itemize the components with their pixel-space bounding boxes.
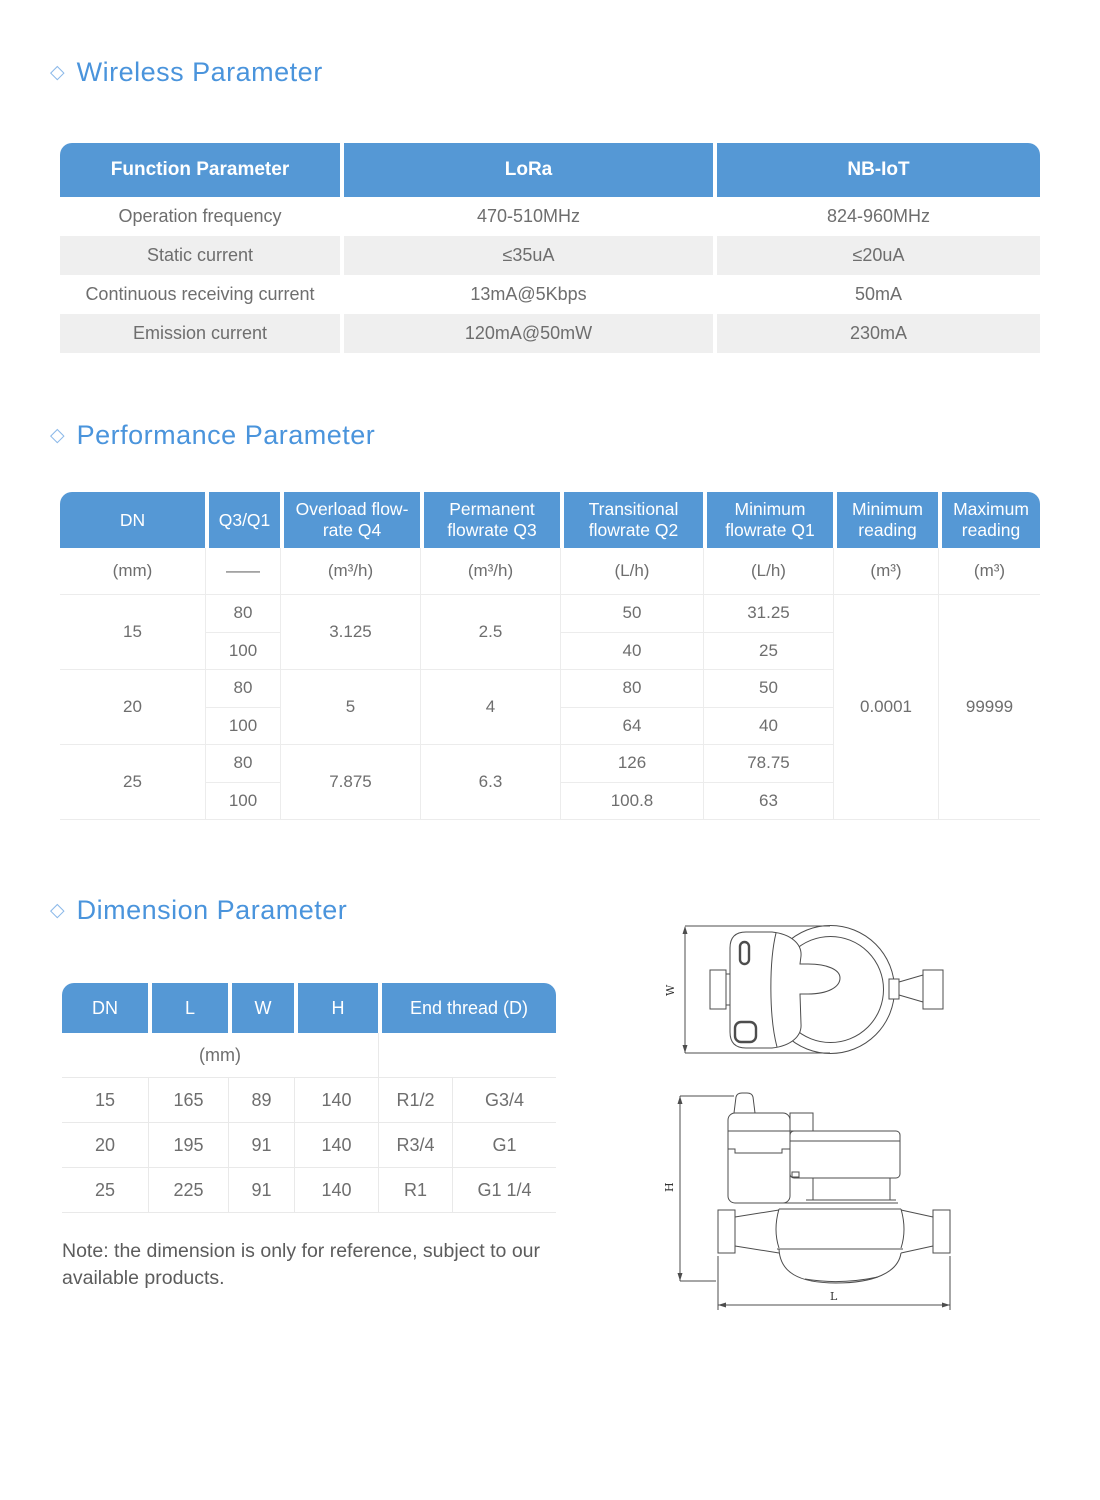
cell: 15 xyxy=(62,1078,148,1123)
cell: 230mA xyxy=(713,314,1040,353)
cell-q2: 50 xyxy=(560,595,703,633)
column-header: DN xyxy=(62,983,148,1033)
unit-cell: (m³) xyxy=(833,548,938,595)
table-row xyxy=(62,1168,556,1213)
column-header: H xyxy=(294,983,378,1033)
cell: Continuous receiving current xyxy=(85,284,315,304)
table-row xyxy=(60,197,1040,236)
section-title-text: Performance Parameter xyxy=(76,420,376,450)
cell: 824-960MHz xyxy=(713,197,1040,236)
column-header: NB-IoT xyxy=(713,143,1040,197)
unit-cell-empty xyxy=(378,1033,556,1078)
cell: 50mA xyxy=(713,275,1040,314)
unit-cell: (m³/h) xyxy=(420,548,560,595)
cell: 25 xyxy=(62,1168,148,1213)
cell-q1: 63 xyxy=(703,783,833,821)
cell: 120mA@50mW xyxy=(340,314,713,353)
dim-label-w: W xyxy=(664,984,677,996)
dimension-parameter-table xyxy=(62,983,556,1213)
cell-dn: 25 xyxy=(60,745,205,820)
column-header: DN xyxy=(60,492,205,548)
wireless-parameter-table xyxy=(60,143,1040,353)
cell: Emission current xyxy=(60,314,340,353)
cell-q2: 100.8 xyxy=(560,783,703,821)
cell: 13mA@5Kbps xyxy=(340,275,713,314)
cell: ≤35uA xyxy=(340,236,713,275)
cell-q3: 2.5 xyxy=(420,595,560,670)
cell: R3/4 xyxy=(378,1123,452,1168)
cell-q1: 40 xyxy=(703,708,833,746)
cell-ratio: 100 xyxy=(205,633,280,671)
unit-cell: (mm) xyxy=(62,1033,378,1078)
cell-ratio: 100 xyxy=(205,708,280,746)
column-header: LoRa xyxy=(340,143,713,197)
cell: G1 xyxy=(452,1123,556,1168)
cell-q1: 25 xyxy=(703,633,833,671)
table-row xyxy=(60,314,1040,353)
cell-ratio: 80 xyxy=(205,595,280,633)
cell: G3/4 xyxy=(452,1078,556,1123)
cell: Static current xyxy=(60,236,340,275)
diamond-bullet-icon: ◇ xyxy=(50,425,65,446)
cell-ratio: 100 xyxy=(205,783,280,821)
table-row xyxy=(60,236,1040,275)
cell-dn: 15 xyxy=(60,595,205,670)
cell: R1/2 xyxy=(378,1078,452,1123)
cell-q4: 7.875 xyxy=(280,745,420,820)
cell: 91 xyxy=(228,1168,294,1213)
cell-q1: 50 xyxy=(703,670,833,708)
cell: 140 xyxy=(294,1123,378,1168)
section-title-wireless xyxy=(50,57,323,88)
column-header: W xyxy=(228,983,294,1033)
column-header: Permanent flowrate Q3 xyxy=(420,492,560,548)
cell: 20 xyxy=(62,1123,148,1168)
cell: Operation frequency xyxy=(118,206,282,226)
performance-parameter-table xyxy=(60,492,1040,820)
cell: G1 1/4 xyxy=(452,1168,556,1213)
cell: 91 xyxy=(228,1123,294,1168)
meter-side-view-drawing xyxy=(658,1088,958,1318)
column-header: Function Parameter xyxy=(60,143,340,197)
cell-q2: 126 xyxy=(560,745,703,783)
unit-cell: (m³) xyxy=(938,548,1040,595)
column-header: Overload flow-rate Q4 xyxy=(280,492,420,548)
cell-q2: 40 xyxy=(560,633,703,671)
cell-q4: 5 xyxy=(280,670,420,745)
cell: R1 xyxy=(378,1168,452,1213)
cell-dn: 20 xyxy=(60,670,205,745)
cell: 470-510MHz xyxy=(340,197,713,236)
cell-ratio: 80 xyxy=(205,670,280,708)
table-header-row xyxy=(60,492,1040,548)
cell-q4: 3.125 xyxy=(280,595,420,670)
column-header: L xyxy=(148,983,228,1033)
section-title-dimension xyxy=(50,895,347,926)
diamond-bullet-icon: ◇ xyxy=(50,900,65,921)
section-title-text: Wireless Parameter xyxy=(76,57,323,87)
cell-q3: 6.3 xyxy=(420,745,560,820)
cell-q1: 78.75 xyxy=(703,745,833,783)
units-row xyxy=(62,1033,556,1078)
dimension-note: Note: the dimension is only for reference, subject to our available products. xyxy=(62,1240,540,1290)
column-header: End thread (D) xyxy=(378,983,556,1033)
cell-min-reading: 0.0001 xyxy=(833,595,938,820)
cell: 89 xyxy=(228,1078,294,1123)
cell: 140 xyxy=(294,1168,378,1213)
column-header: Maximum reading xyxy=(938,492,1040,548)
diamond-bullet-icon: ◇ xyxy=(50,62,65,83)
dim-label-l: L xyxy=(830,1290,838,1303)
unit-cell: (mm) xyxy=(60,548,205,595)
table-header-row xyxy=(60,143,1040,197)
unit-cell: (m³/h) xyxy=(280,548,420,595)
table-row xyxy=(62,1078,556,1123)
cell: 195 xyxy=(148,1123,228,1168)
cell-q1: 31.25 xyxy=(703,595,833,633)
column-header: Minimum flowrate Q1 xyxy=(703,492,833,548)
table-row xyxy=(60,275,1040,314)
section-title-performance xyxy=(50,420,375,451)
unit-cell: —— xyxy=(205,548,280,595)
unit-cell: (L/h) xyxy=(703,548,833,595)
dim-label-h: H xyxy=(663,1182,676,1192)
section-title-text: Dimension Parameter xyxy=(76,895,348,925)
table-row xyxy=(62,1123,556,1168)
unit-cell: (L/h) xyxy=(560,548,703,595)
cell: 225 xyxy=(148,1168,228,1213)
cell-q3: 4 xyxy=(420,670,560,745)
column-header: Transitional flowrate Q2 xyxy=(560,492,703,548)
meter-top-view-drawing xyxy=(658,912,958,1074)
cell-q2: 64 xyxy=(560,708,703,746)
cell-max-reading: 99999 xyxy=(938,595,1040,820)
table-row xyxy=(60,595,1040,633)
units-row xyxy=(60,548,1040,595)
cell: 165 xyxy=(148,1078,228,1123)
column-header: Minimum reading xyxy=(833,492,938,548)
cell-q2: 80 xyxy=(560,670,703,708)
cell: ≤20uA xyxy=(713,236,1040,275)
cell: 140 xyxy=(294,1078,378,1123)
cell-ratio: 80 xyxy=(205,745,280,783)
table-header-row xyxy=(62,983,556,1033)
column-header: Q3/Q1 xyxy=(205,492,280,548)
